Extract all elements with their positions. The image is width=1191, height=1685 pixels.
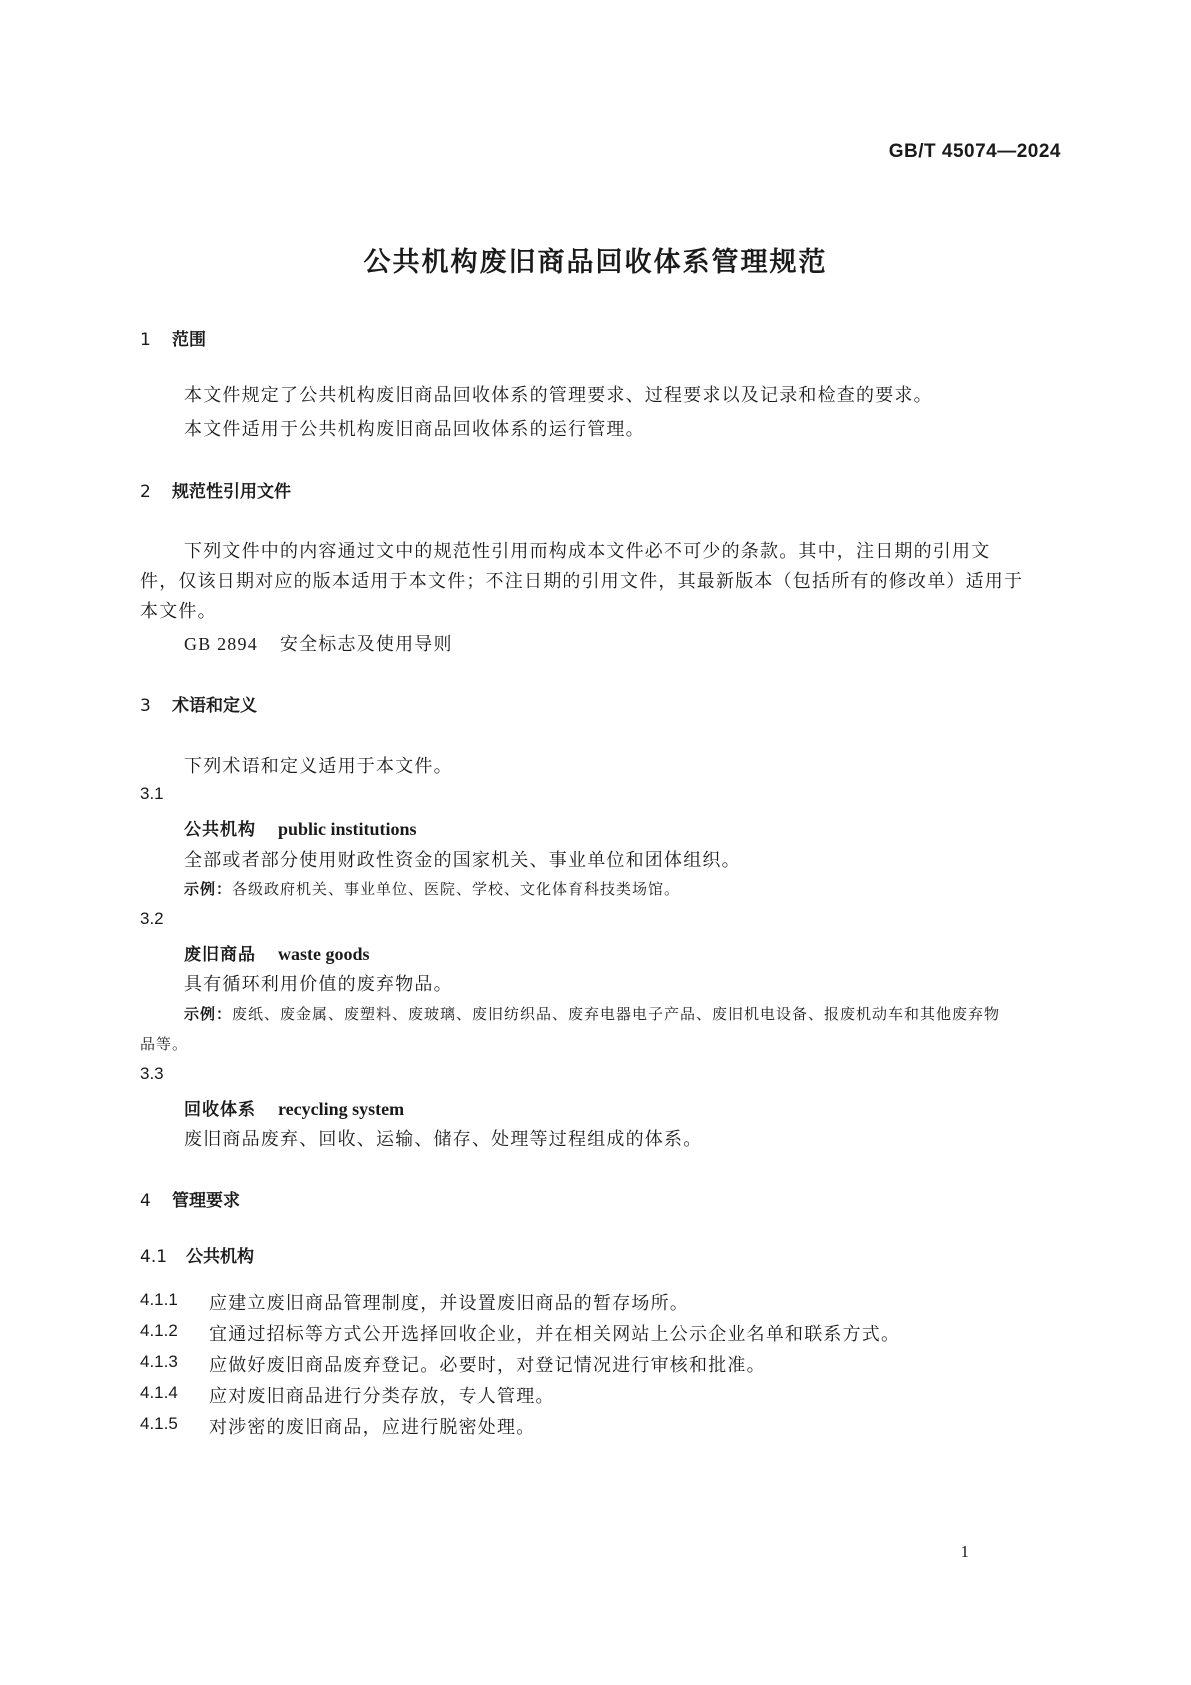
clause-text: 对涉密的废旧商品，应进行脱密处理。 xyxy=(209,1417,536,1438)
section-heading xyxy=(140,691,257,716)
document-title: 公共机构废旧商品回收体系管理规范 xyxy=(363,247,828,278)
term-entry xyxy=(184,1095,404,1120)
section-number: 1 xyxy=(140,330,151,350)
section-number: 3 xyxy=(140,696,151,716)
subsection-heading xyxy=(140,1242,254,1267)
term-en: waste goods xyxy=(278,944,370,964)
section-heading xyxy=(140,477,291,502)
paragraph: 本文件适用于公共机构废旧商品回收体系的运行管理。 xyxy=(184,419,645,440)
term-number: 3.3 xyxy=(140,1064,164,1083)
section-number: 2 xyxy=(140,482,151,502)
term-number: 3.1 xyxy=(140,784,164,803)
example-text: 废纸、废金属、废塑料、废玻璃、废旧纺织品、废弃电器电子产品、废旧机电设备、报废机动车和其他废弃物 xyxy=(232,1005,1001,1023)
term-entry xyxy=(184,815,417,840)
paragraph: 下列文件中的内容通过文中的规范性引用而构成本文件必不可少的条款。其中，注日期的引用文 xyxy=(184,541,991,562)
term-definition: 废旧商品废弃、回收、运输、储存、处理等过程组成的体系。 xyxy=(184,1129,703,1150)
example-label: 示例： xyxy=(184,1005,233,1023)
clause-text: 宜通过招标等方式公开选择回收企业，并在相关网站上公示企业名单和联系方式。 xyxy=(209,1324,901,1345)
subsection-number: 4.1 xyxy=(140,1247,168,1267)
page-number: 1 xyxy=(960,1542,969,1561)
normative-reference xyxy=(184,630,453,656)
reference-code: GB 2894 xyxy=(184,634,258,654)
section-title: 规范性引用文件 xyxy=(172,482,291,502)
paragraph: 下列术语和定义适用于本文件。 xyxy=(184,756,453,777)
clause-text: 应建立废旧商品管理制度，并设置废旧商品的暂存场所。 xyxy=(209,1293,689,1314)
clause-number: 4.1.3 xyxy=(140,1352,178,1371)
example-label: 示例： xyxy=(184,880,233,898)
section-title: 管理要求 xyxy=(172,1191,240,1211)
section-heading xyxy=(140,1186,240,1211)
term-definition: 具有循环利用价值的废弃物品。 xyxy=(184,974,453,995)
paragraph: 本文件规定了公共机构废旧商品回收体系的管理要求、过程要求以及记录和检查的要求。 xyxy=(184,385,933,406)
clause-number: 4.1.4 xyxy=(140,1383,178,1402)
subsection-title: 公共机构 xyxy=(186,1247,254,1267)
term-number: 3.2 xyxy=(140,909,164,928)
term-en: recycling system xyxy=(278,1099,405,1119)
term-zh: 公共机构 xyxy=(184,820,256,840)
clause-text: 应对废旧商品进行分类存放，专人管理。 xyxy=(209,1386,555,1407)
clause-text: 应做好废旧商品废弃登记。必要时，对登记情况进行审核和批准。 xyxy=(209,1355,766,1376)
example-text: 各级政府机关、事业单位、医院、学校、文化体育科技类场馆。 xyxy=(232,880,681,898)
term-entry xyxy=(184,940,370,965)
section-title: 范围 xyxy=(172,330,206,350)
clause-number: 4.1.5 xyxy=(140,1414,178,1433)
term-definition: 全部或者部分使用财政性资金的国家机关、事业单位和团体组织。 xyxy=(184,850,741,871)
clause-number: 4.1.2 xyxy=(140,1321,178,1340)
clause-number: 4.1.1 xyxy=(140,1290,178,1309)
paragraph: 本文件。 xyxy=(140,601,217,622)
section-number: 4 xyxy=(140,1191,151,1211)
term-example xyxy=(184,1003,1000,1024)
term-example-continued: 品等。 xyxy=(140,1035,189,1053)
section-title: 术语和定义 xyxy=(172,696,257,716)
reference-title: 安全标志及使用导则 xyxy=(279,634,453,655)
term-example xyxy=(184,878,680,899)
standard-code: GB/T 45074—2024 xyxy=(888,141,1061,162)
paragraph: 件，仅该日期对应的版本适用于本文件；不注日期的引用文件，其最新版本（包括所有的修改单）适用于 xyxy=(140,571,1024,592)
term-en: public institutions xyxy=(278,819,417,839)
term-zh: 回收体系 xyxy=(184,1100,256,1120)
section-heading xyxy=(140,325,206,350)
term-zh: 废旧商品 xyxy=(184,945,256,965)
